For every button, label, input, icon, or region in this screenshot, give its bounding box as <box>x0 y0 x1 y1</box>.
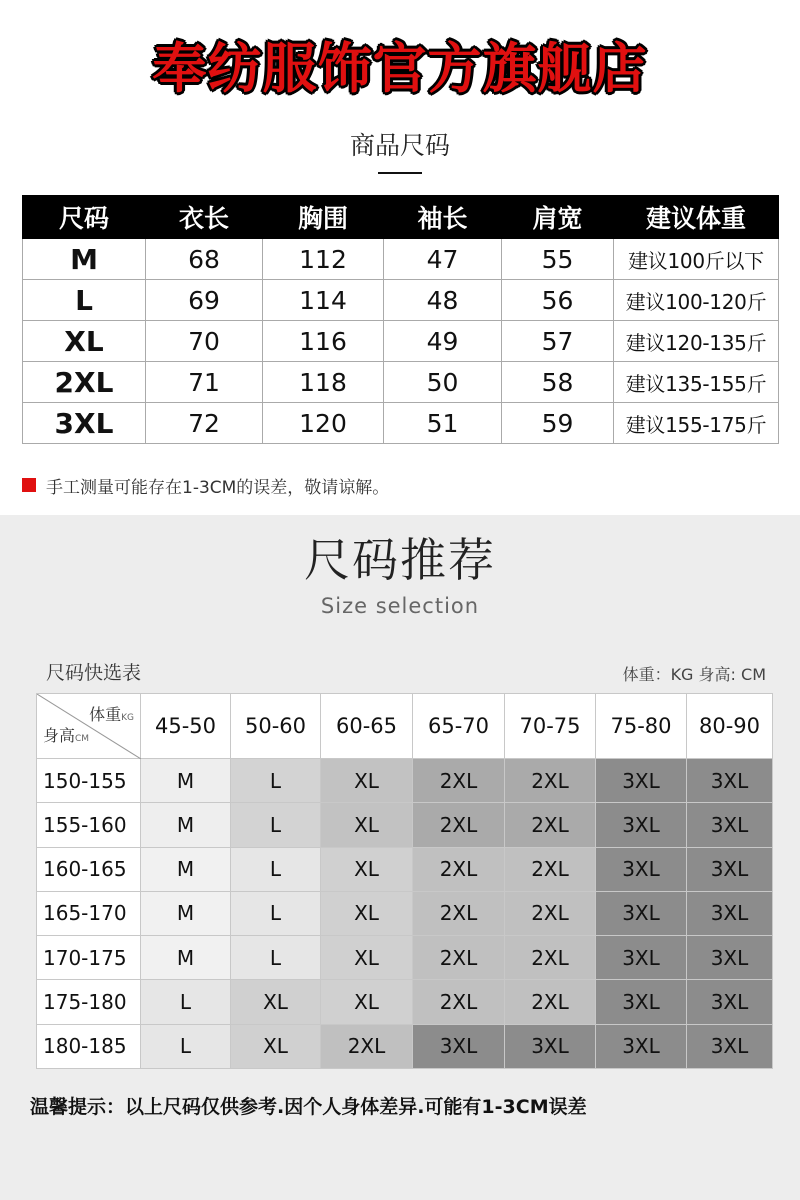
corner-height-label: 身高CM <box>43 726 90 745</box>
recommended-size-cell: 2XL <box>413 936 505 980</box>
recommended-size-cell: 3XL <box>596 936 687 980</box>
recommended-size-cell: L <box>231 759 321 803</box>
weight-range-header: 80-90 <box>687 694 773 759</box>
recommended-size-cell: 2XL <box>505 803 596 847</box>
size-cell: XL <box>23 321 146 362</box>
measurement-cell: 47 <box>384 239 502 280</box>
size-recommendation-table <box>36 693 773 1069</box>
height-range-cell: 155-160 <box>37 803 141 847</box>
quick-select-label: 尺码快选表 <box>46 662 142 684</box>
size-cell: 3XL <box>23 403 146 444</box>
measurement-cell: 71 <box>146 362 263 403</box>
measurement-cell: 72 <box>146 403 263 444</box>
recommended-size-cell: M <box>141 891 231 935</box>
recommended-size-cell: 3XL <box>687 980 773 1024</box>
measurement-cell: 51 <box>384 403 502 444</box>
height-range-cell: 175-180 <box>37 980 141 1024</box>
height-row <box>37 803 773 847</box>
height-range-cell: 180-185 <box>37 1024 141 1068</box>
weight-advice-cell: 建议100-120斤 <box>614 280 779 321</box>
recommended-size-cell: 3XL <box>596 759 687 803</box>
height-range-cell: 150-155 <box>37 759 141 803</box>
recommended-size-cell: XL <box>321 759 413 803</box>
measurement-cell: 48 <box>384 280 502 321</box>
weight-advice-cell: 建议135-155斤 <box>614 362 779 403</box>
recommendation-title: 尺码推荐 <box>304 533 496 587</box>
measurement-cell: 59 <box>502 403 614 444</box>
height-row <box>37 980 773 1024</box>
recommended-size-cell: 2XL <box>505 936 596 980</box>
recommended-size-cell: 2XL <box>505 847 596 891</box>
recommended-size-cell: L <box>231 847 321 891</box>
height-row <box>37 759 773 803</box>
note-text: 手工测量可能存在1-3CM的误差，敬请谅解。 <box>46 477 390 498</box>
recommended-size-cell: 3XL <box>687 803 773 847</box>
footer-tip: 温馨提示：以上尺码仅供参考.因个人身体差异.可能有1-3CM误差 <box>30 1096 587 1118</box>
height-row <box>37 1024 773 1068</box>
size-chart-heading: 商品尺码 <box>349 131 450 160</box>
size-cell: 2XL <box>23 362 146 403</box>
recommended-size-cell: 3XL <box>596 847 687 891</box>
corner-cell <box>37 694 141 759</box>
recommended-size-cell: L <box>231 803 321 847</box>
weight-range-header: 60-65 <box>321 694 413 759</box>
weight-range-header: 65-70 <box>413 694 505 759</box>
recommended-size-cell: XL <box>231 980 321 1024</box>
recommended-size-cell: L <box>231 936 321 980</box>
height-range-cell: 170-175 <box>37 936 141 980</box>
header-weight: 建议体重 <box>614 196 779 239</box>
store-title: 奉纺服饰官方旗舰店 <box>152 37 648 100</box>
recommended-size-cell: L <box>141 1024 231 1068</box>
recommended-size-cell: 3XL <box>413 1024 505 1068</box>
recommended-size-cell: M <box>141 803 231 847</box>
size-chart-row <box>23 403 779 444</box>
measurement-cell: 116 <box>263 321 384 362</box>
measurement-cell: 57 <box>502 321 614 362</box>
recommended-size-cell: 3XL <box>687 1024 773 1068</box>
weight-advice-cell: 建议120-135斤 <box>614 321 779 362</box>
header-size: 尺码 <box>23 196 146 239</box>
header-length: 衣长 <box>146 196 263 239</box>
recommended-size-cell: L <box>231 891 321 935</box>
measurement-cell: 50 <box>384 362 502 403</box>
recommended-size-cell: 2XL <box>505 891 596 935</box>
height-row <box>37 891 773 935</box>
measurement-cell: 112 <box>263 239 384 280</box>
weight-header-row <box>37 694 773 759</box>
recommended-size-cell: XL <box>321 936 413 980</box>
weight-range-header: 70-75 <box>505 694 596 759</box>
measurement-cell: 58 <box>502 362 614 403</box>
recommended-size-cell: M <box>141 759 231 803</box>
measurement-cell: 55 <box>502 239 614 280</box>
size-chart-row <box>23 280 779 321</box>
recommended-size-cell: L <box>141 980 231 1024</box>
weight-range-header: 45-50 <box>141 694 231 759</box>
recommended-size-cell: 2XL <box>505 759 596 803</box>
size-cell: M <box>23 239 146 280</box>
measurement-cell: 114 <box>263 280 384 321</box>
recommendation-subtitle: Size selection <box>320 594 480 618</box>
measurement-cell: 49 <box>384 321 502 362</box>
recommended-size-cell: 3XL <box>687 936 773 980</box>
weight-range-header: 50-60 <box>231 694 321 759</box>
size-chart-row <box>23 321 779 362</box>
recommended-size-cell: 3XL <box>687 759 773 803</box>
measurement-cell: 118 <box>263 362 384 403</box>
header-chest: 胸围 <box>263 196 384 239</box>
recommended-size-cell: 2XL <box>413 759 505 803</box>
recommended-size-cell: 2XL <box>321 1024 413 1068</box>
measurement-note <box>22 472 389 498</box>
red-square-icon <box>22 478 36 492</box>
measurement-cell: 56 <box>502 280 614 321</box>
weight-advice-cell: 建议155-175斤 <box>614 403 779 444</box>
header-shoulder: 肩宽 <box>502 196 614 239</box>
recommended-size-cell: XL <box>231 1024 321 1068</box>
recommended-size-cell: 3XL <box>505 1024 596 1068</box>
recommended-size-cell: 2XL <box>413 847 505 891</box>
header-sleeve: 袖长 <box>384 196 502 239</box>
size-cell: L <box>23 280 146 321</box>
weight-range-header: 75-80 <box>596 694 687 759</box>
measurement-cell: 120 <box>263 403 384 444</box>
size-chart-row <box>23 239 779 280</box>
size-chart-row <box>23 362 779 403</box>
recommended-size-cell: 3XL <box>687 847 773 891</box>
measurement-cell: 68 <box>146 239 263 280</box>
recommended-size-cell: 3XL <box>596 891 687 935</box>
height-row <box>37 847 773 891</box>
recommended-size-cell: 2XL <box>413 803 505 847</box>
recommended-size-cell: 3XL <box>596 980 687 1024</box>
recommended-size-cell: XL <box>321 803 413 847</box>
recommended-size-cell: 3XL <box>687 891 773 935</box>
recommended-size-cell: 3XL <box>596 1024 687 1068</box>
height-row <box>37 936 773 980</box>
measurement-cell: 69 <box>146 280 263 321</box>
recommended-size-cell: M <box>141 936 231 980</box>
weight-advice-cell: 建议100斤以下 <box>614 239 779 280</box>
measurement-cell: 70 <box>146 321 263 362</box>
heading-underline <box>378 172 422 174</box>
recommended-size-cell: XL <box>321 891 413 935</box>
recommended-size-cell: 3XL <box>596 803 687 847</box>
recommended-size-cell: 2XL <box>505 980 596 1024</box>
recommended-size-cell: M <box>141 847 231 891</box>
recommended-size-cell: XL <box>321 847 413 891</box>
unit-label: 体重：KG 身高: CM <box>622 665 766 684</box>
recommended-size-cell: 2XL <box>413 980 505 1024</box>
height-range-cell: 160-165 <box>37 847 141 891</box>
recommended-size-cell: XL <box>321 980 413 1024</box>
size-chart-header-row <box>23 196 779 239</box>
corner-weight-label: 体重KG <box>89 705 134 724</box>
size-chart-table <box>22 195 779 444</box>
recommended-size-cell: 2XL <box>413 891 505 935</box>
height-range-cell: 165-170 <box>37 891 141 935</box>
